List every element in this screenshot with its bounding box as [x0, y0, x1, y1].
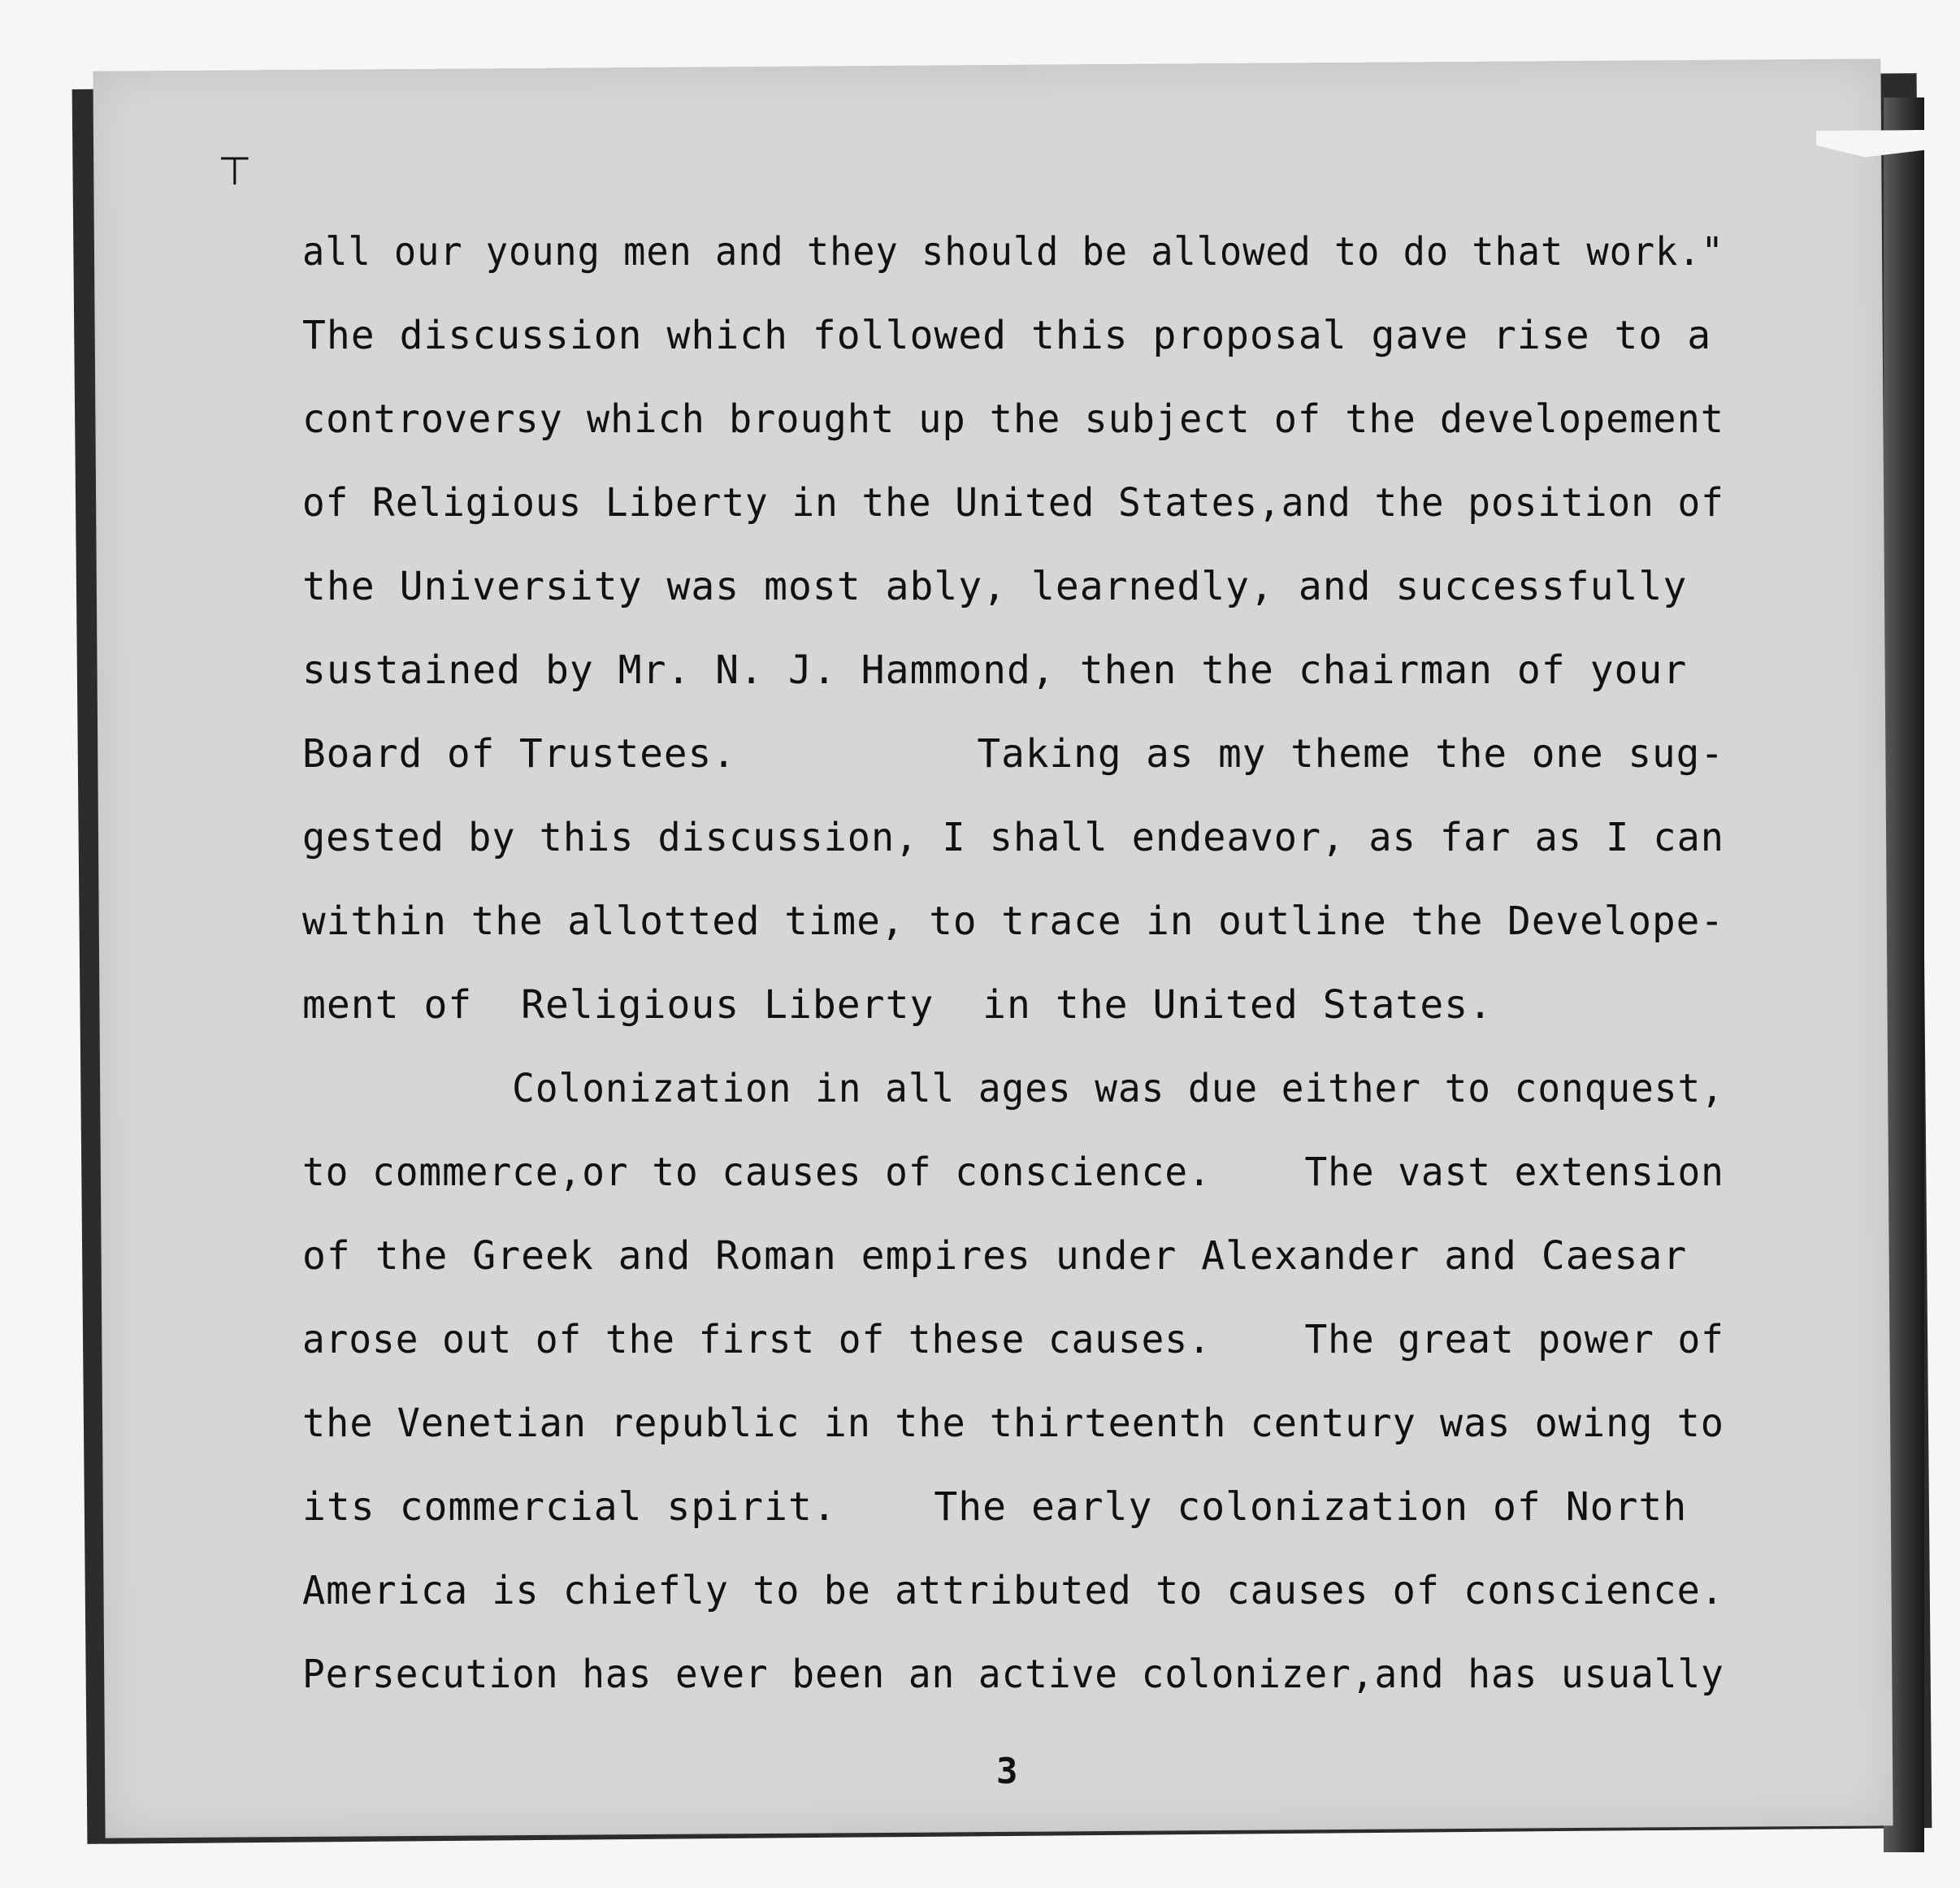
text-line: the Venetian republic in the thirteenth century was owing to — [302, 1401, 1724, 1446]
text-line: within the allotted time, to trace in outline the Develope- — [302, 899, 1725, 944]
text-line: of the Greek and Roman empires under Alexander and Caesar — [302, 1233, 1688, 1279]
text-line: its commercial spirit. The early colonization of North — [302, 1484, 1688, 1530]
text-line: all our young men and they should be allowed to do that work." — [302, 229, 1724, 275]
text-line: to commerce,or to causes of conscience. The vast extension — [302, 1150, 1724, 1195]
text-line: of Religious Liberty in the United States,and the position of — [302, 480, 1724, 526]
text-line: ment of Religious Liberty in the United States. — [302, 982, 1494, 1028]
text-line: sustained by Mr. N. J. Hammond, then the chairman of your — [302, 647, 1688, 693]
text-line: The discussion which followed this proposal gave rise to a — [302, 313, 1712, 358]
text-line: controversy which brought up the subject of the developement — [302, 396, 1724, 442]
text-line: arose out of the first of these causes. The great power of — [302, 1317, 1724, 1362]
text-line: Persecution has ever been an active colonizer,and has usually — [302, 1652, 1724, 1697]
text-line: Colonization in all ages was due either to conquest, — [302, 1066, 1724, 1111]
fold-mark: ⊤ — [218, 149, 252, 194]
text-line: Board of Trustees. Taking as my theme the one sug- — [302, 731, 1725, 777]
text-line: America is chiefly to be attributed to causes of conscience. — [302, 1568, 1724, 1613]
text-line: gested by this discussion, I shall endeavor, as far as I can — [302, 815, 1724, 860]
page-number: 3 — [996, 1751, 1018, 1792]
text-line: the University was most ably, learnedly, and successfully — [302, 564, 1688, 609]
